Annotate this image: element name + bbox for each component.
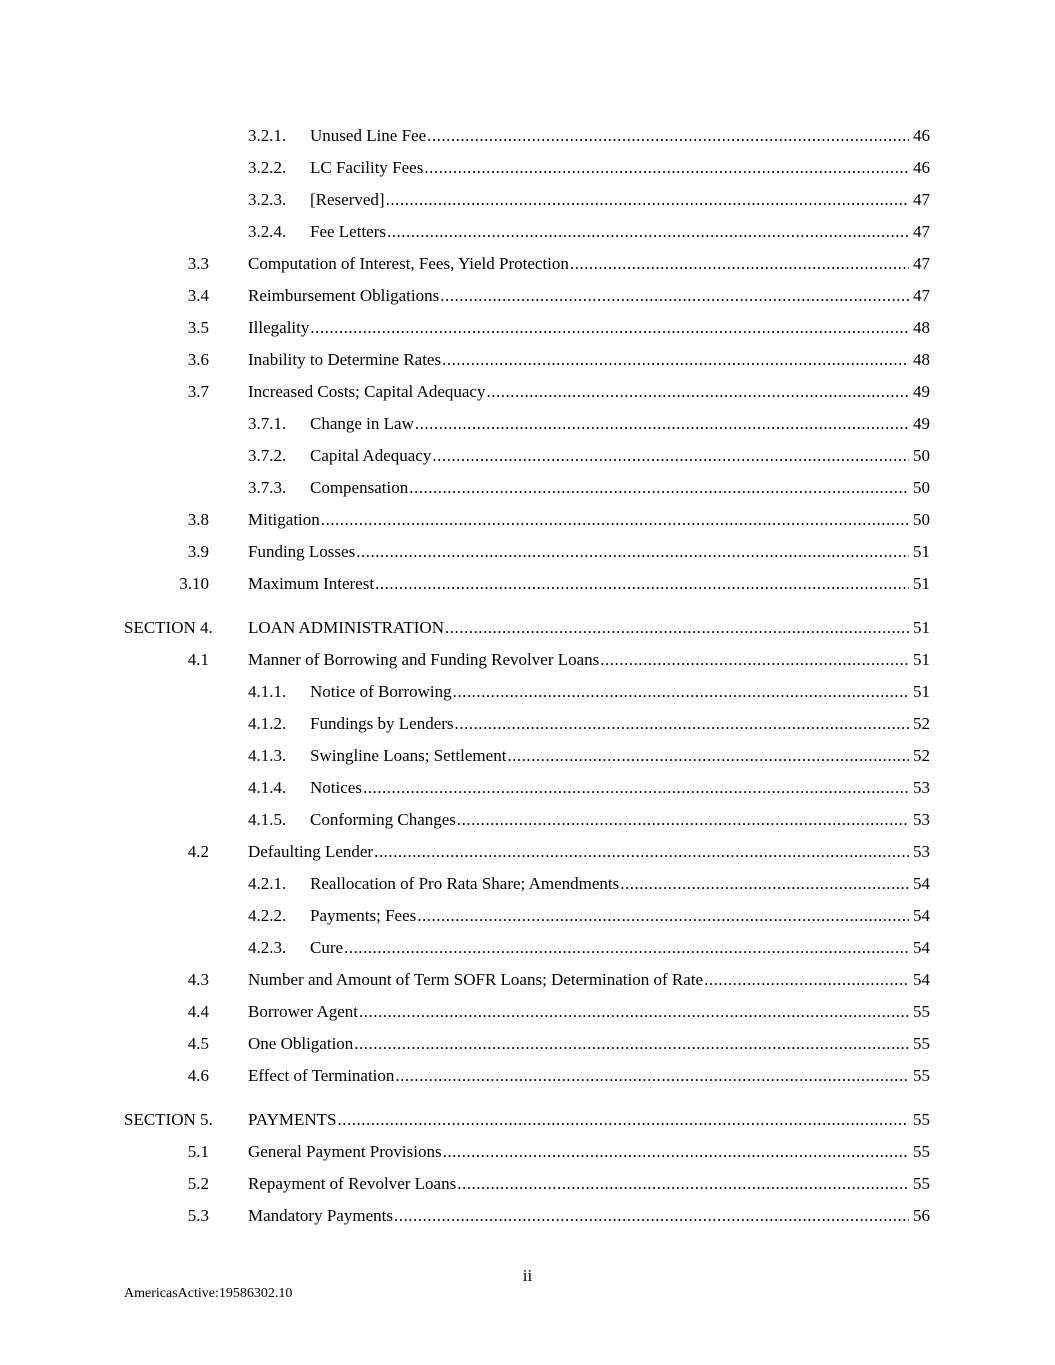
toc-entry-page: 47 [913, 190, 930, 209]
toc-entry-page: 55 [913, 1034, 930, 1053]
toc-entry-page: 47 [913, 254, 930, 273]
toc-entry [0, 1172, 1055, 1196]
dot-leader [486, 380, 909, 404]
toc-entry [0, 476, 1055, 500]
dot-leader [359, 1000, 909, 1024]
dot-leader [620, 872, 909, 896]
toc-entry-number: 3.8 [187, 510, 209, 529]
toc-entry-page: 48 [913, 350, 930, 369]
toc-entry [0, 540, 1055, 564]
dot-leader [457, 1172, 909, 1196]
toc-entry-title: Unused Line Fee [310, 124, 426, 148]
toc-entry [0, 1000, 1055, 1024]
toc-entry-number: 4.1.2. [248, 714, 287, 733]
dot-leader [387, 220, 909, 244]
dot-leader [415, 412, 909, 436]
toc-entry-number: 3.7 [187, 382, 209, 401]
toc-entry-page: 50 [913, 478, 930, 497]
toc-entry [0, 1140, 1055, 1164]
dot-leader [440, 284, 909, 308]
toc-entry [0, 124, 1055, 148]
toc-entry-title: Conforming Changes [310, 808, 456, 832]
toc-entry-number: 4.2.3. [248, 938, 287, 957]
toc-entry-number: 3.3 [187, 254, 209, 273]
dot-leader [344, 936, 909, 960]
toc-entry-number: 3.7.2. [248, 446, 287, 465]
toc-entry-number: 5.1 [187, 1142, 209, 1161]
toc-entry-number: 3.7.1. [248, 414, 287, 433]
toc-entry [0, 648, 1055, 672]
dot-leader [417, 904, 909, 928]
toc-entry-page: 54 [913, 938, 930, 957]
toc-entry-page: 47 [913, 222, 930, 241]
toc-entry [0, 680, 1055, 704]
dot-leader [394, 1204, 909, 1228]
toc-entry-page: 47 [913, 286, 930, 305]
toc-entry [0, 220, 1055, 244]
toc-section-title: PAYMENTS [248, 1108, 337, 1132]
dot-leader [507, 744, 909, 768]
toc-entry [0, 508, 1055, 532]
toc-entry-page: 54 [913, 874, 930, 893]
toc-entry [0, 1064, 1055, 1088]
toc-entry-title: Mitigation [248, 508, 320, 532]
toc-entry-number: 5.2 [187, 1174, 209, 1193]
toc-entry-number: 4.1.3. [248, 746, 287, 765]
toc-entry [0, 316, 1055, 340]
toc-entry-number: 4.1.4. [248, 778, 287, 797]
toc-entry-page: 52 [913, 746, 930, 765]
dot-leader [453, 680, 909, 704]
toc-entry-number: 4.5 [187, 1034, 209, 1053]
toc-entry-page: 51 [913, 574, 930, 593]
toc-entry [0, 1204, 1055, 1228]
toc-section-heading [0, 616, 1055, 640]
toc-entry-page: 50 [913, 510, 930, 529]
toc-entry-number: 3.2.2. [248, 158, 287, 177]
toc-entry [0, 284, 1055, 308]
toc-entry-title: LC Facility Fees [310, 156, 423, 180]
toc-entry-title: Change in Law [310, 412, 414, 436]
toc-entry-number: 4.2.1. [248, 874, 287, 893]
toc-entry-title: Manner of Borrowing and Funding Revolver Loans [248, 648, 599, 672]
toc-entry [0, 348, 1055, 372]
toc-entry-page: 55 [913, 1002, 930, 1021]
toc-entry-title: [Reserved] [310, 188, 385, 212]
toc-entry-title: Notice of Borrowing [310, 680, 452, 704]
toc-entry [0, 156, 1055, 180]
dot-leader [395, 1064, 909, 1088]
toc-entry-title: Defaulting Lender [248, 840, 373, 864]
toc-entry [0, 712, 1055, 736]
toc-entry-title: Inability to Determine Rates [248, 348, 441, 372]
toc-entry-number: 3.2.3. [248, 190, 287, 209]
dot-leader [375, 572, 909, 596]
toc-entry-title: Payments; Fees [310, 904, 416, 928]
dot-leader [443, 1140, 909, 1164]
toc-section-heading [0, 1108, 1055, 1132]
toc-entry-number: 3.9 [187, 542, 209, 561]
toc-entry-title: Capital Adequacy [310, 444, 431, 468]
toc-entry-title: Maximum Interest [248, 572, 374, 596]
toc-entry-title: Fundings by Lenders [310, 712, 454, 736]
toc-entry-title: General Payment Provisions [248, 1140, 442, 1164]
toc-entry [0, 968, 1055, 992]
toc-entry-title: Borrower Agent [248, 1000, 358, 1024]
dot-leader [445, 616, 909, 640]
dot-leader [704, 968, 909, 992]
toc-entry-page: 53 [913, 778, 930, 797]
toc-entry-number: 3.5 [187, 318, 209, 337]
toc-entry-page: 54 [913, 906, 930, 925]
toc-entry-page: 53 [913, 810, 930, 829]
toc-entry-page: 48 [913, 318, 930, 337]
toc-entry-title: Cure [310, 936, 343, 960]
dot-leader [338, 1108, 909, 1132]
toc-entry-page: 51 [913, 618, 930, 637]
toc-entry [0, 936, 1055, 960]
dot-leader [457, 808, 909, 832]
toc-entry [0, 1032, 1055, 1056]
toc-entry-number: 4.1.5. [248, 810, 287, 829]
toc-entry-number: 5.3 [187, 1206, 209, 1225]
toc-section-number: SECTION 4. [124, 618, 213, 637]
dot-leader [356, 540, 909, 564]
dot-leader [310, 316, 909, 340]
dot-leader [570, 252, 909, 276]
document-id: AmericasActive:19586302.10 [124, 1286, 293, 1301]
page-number: ii [522, 1266, 533, 1285]
toc-entry [0, 744, 1055, 768]
toc-entry-page: 56 [913, 1206, 930, 1225]
toc-entry-number: 4.6 [187, 1066, 209, 1085]
dot-leader [386, 188, 909, 212]
toc-entry-title: Mandatory Payments [248, 1204, 393, 1228]
toc-entry-page: 50 [913, 446, 930, 465]
toc-entry [0, 872, 1055, 896]
toc-entry [0, 252, 1055, 276]
dot-leader [424, 156, 909, 180]
toc-entry-number: 3.10 [179, 574, 209, 593]
toc-entry-page: 46 [913, 126, 930, 145]
toc-entry-title: Computation of Interest, Fees, Yield Protection [248, 252, 569, 276]
toc-entry [0, 444, 1055, 468]
toc-entry-number: 3.2.1. [248, 126, 287, 145]
toc-entry-number: 4.3 [187, 970, 209, 989]
dot-leader [427, 124, 909, 148]
toc-entry-title: Repayment of Revolver Loans [248, 1172, 456, 1196]
toc-section-number: SECTION 5. [124, 1110, 213, 1129]
toc-entry-number: 4.2 [187, 842, 209, 861]
toc-entry-title: Funding Losses [248, 540, 355, 564]
toc-entry-number: 3.2.4. [248, 222, 287, 241]
toc-entry [0, 904, 1055, 928]
toc-entry-number: 4.2.2. [248, 906, 287, 925]
toc-entry [0, 572, 1055, 596]
toc-entry-title: One Obligation [248, 1032, 353, 1056]
toc-entry [0, 808, 1055, 832]
dot-leader [409, 476, 909, 500]
toc-entry-page: 51 [913, 682, 930, 701]
toc-entry-title: Swingline Loans; Settlement [310, 744, 506, 768]
toc-entry-number: 3.4 [187, 286, 209, 305]
dot-leader [374, 840, 909, 864]
toc-entry-page: 49 [913, 414, 930, 433]
toc-entry [0, 776, 1055, 800]
toc-entry-number: 4.4 [187, 1002, 209, 1021]
toc-entry-page: 54 [913, 970, 930, 989]
toc-entry [0, 412, 1055, 436]
toc-entry-title: Effect of Termination [248, 1064, 394, 1088]
dot-leader [354, 1032, 909, 1056]
toc-entry-page: 46 [913, 158, 930, 177]
toc-entry-title: Number and Amount of Term SOFR Loans; Determination of Rate [248, 968, 703, 992]
dot-leader [600, 648, 909, 672]
toc-entry-page: 51 [913, 542, 930, 561]
toc-entry-title: Increased Costs; Capital Adequacy [248, 380, 485, 404]
toc-entry-page: 55 [913, 1110, 930, 1129]
toc-entry [0, 840, 1055, 864]
dot-leader [432, 444, 909, 468]
toc-entry-title: Fee Letters [310, 220, 386, 244]
toc-entry-title: Reimbursement Obligations [248, 284, 439, 308]
toc-entry-number: 3.7.3. [248, 478, 287, 497]
toc-entry-number: 4.1 [187, 650, 209, 669]
toc-entry [0, 188, 1055, 212]
dot-leader [442, 348, 909, 372]
dot-leader [363, 776, 909, 800]
toc-section-title: LOAN ADMINISTRATION [248, 616, 444, 640]
toc-entry-page: 52 [913, 714, 930, 733]
toc-entry-title: Compensation [310, 476, 408, 500]
toc-entry-title: Illegality [248, 316, 309, 340]
toc-entry-page: 55 [913, 1174, 930, 1193]
toc-entry [0, 380, 1055, 404]
toc-entry-title: Reallocation of Pro Rata Share; Amendments [310, 872, 619, 896]
toc-entry-page: 55 [913, 1142, 930, 1161]
toc-entry-number: 3.6 [187, 350, 209, 369]
toc-entry-page: 51 [913, 650, 930, 669]
toc-entry-page: 55 [913, 1066, 930, 1085]
toc-entry-title: Notices [310, 776, 362, 800]
toc-entry-page: 49 [913, 382, 930, 401]
toc-entry-number: 4.1.1. [248, 682, 287, 701]
toc-entry-page: 53 [913, 842, 930, 861]
dot-leader [455, 712, 909, 736]
dot-leader [321, 508, 909, 532]
